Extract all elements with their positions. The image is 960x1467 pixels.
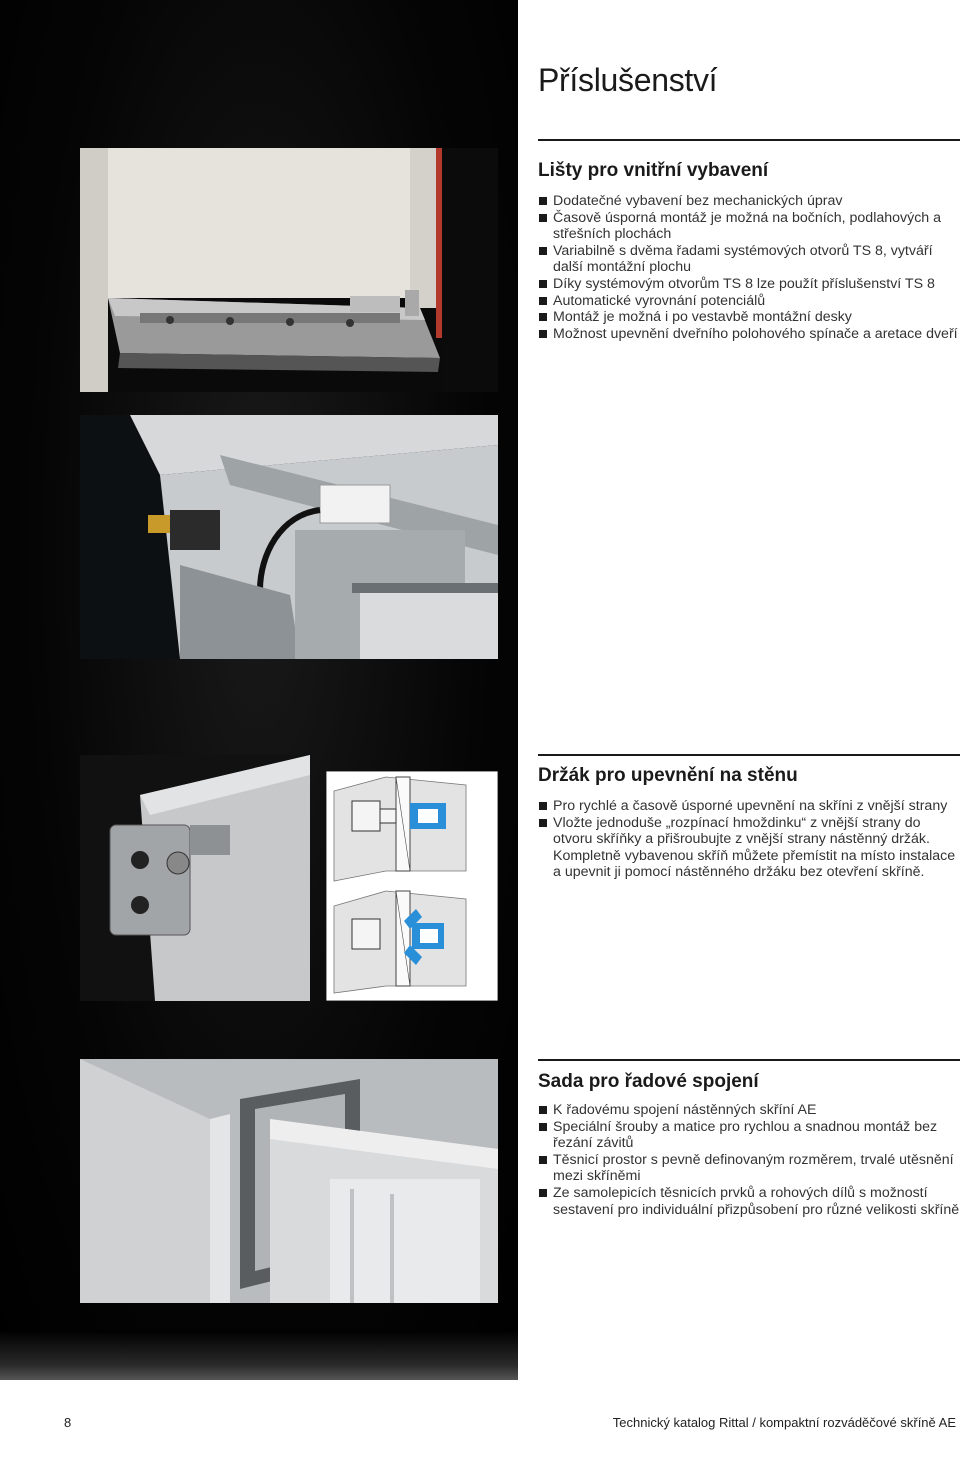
list-item: Časově úsporná montáž je možná na bočních, podlahových a střešních plochách <box>538 210 960 243</box>
section-rule-3 <box>538 1059 960 1061</box>
list-item: Automatické vyrovnání potenciálů <box>538 293 960 310</box>
list-item: Těsnicí prostor s pevně definovaným rozměrem, trvalé utěsnění mezi skříněmi <box>538 1152 960 1185</box>
bullet-list-wall-bracket <box>538 798 960 881</box>
page-title: Příslušenství <box>538 62 718 98</box>
list-item: Pro rychlé a časově úsporné upevnění na skříni z vnější strany <box>538 798 960 815</box>
list-item: Speciální šrouby a matice pro rychlou a snadnou montáž bez řezání závitů <box>538 1119 960 1152</box>
list-item: Dodatečné vybavení bez mechanických úprav <box>538 193 960 210</box>
section-title-mounting-rails: Lišty pro vnitřní vybavení <box>538 160 769 181</box>
bullet-list-mounting-rails <box>538 193 960 342</box>
list-item: Variabilně s dvěma řadami systémových otvorů TS 8, vytváří další montážní plochu <box>538 243 960 276</box>
photo-mounting-rail <box>80 148 498 392</box>
list-item: Možnost upevnění dveřního polohového spínače a aretace dveří <box>538 326 960 343</box>
list-item: Díky systémovým otvorům TS 8 lze použít příslušenství TS 8 <box>538 276 960 293</box>
section-rule-1 <box>538 139 960 141</box>
list-item: Montáž je možná i po vestavbě montážní desky <box>538 309 960 326</box>
section-title-bayling-kit: Sada pro řadové spojení <box>538 1071 759 1092</box>
footer-glow <box>0 1330 518 1380</box>
photo-wall-bracket <box>80 755 310 1001</box>
list-item: K řadovému spojení nástěnných skříní AE <box>538 1102 960 1119</box>
list-item: Vložte jednoduše „rozpínací hmoždinku“ z vnější strany do otvoru skříňky a přišroubujte z vnější strany nástěnný držák. Kompletně vybavenou skříň můžete přemístit na místo instalace a upevnit ji pomocí nástěnného držáku bez otevření skříně. <box>538 815 960 881</box>
photo-bayling-kit <box>80 1059 498 1303</box>
photo-door-switch <box>80 415 498 659</box>
diagram-expansion-dowel <box>326 771 498 1001</box>
list-item: Ze samolepicích těsnicích prvků a rohových dílů s možností sestavení pro individuální přizpůsobení pro různé velikosti skříně <box>538 1185 960 1218</box>
section-title-wall-bracket: Držák pro upevnění na stěnu <box>538 765 798 786</box>
section-rule-2 <box>538 754 960 756</box>
footer-caption: Technický katalog Rittal / kompaktní rozváděčové skříně AE <box>612 1415 956 1430</box>
page-number: 8 <box>64 1415 72 1430</box>
bullet-list-bayling-kit <box>538 1102 960 1218</box>
